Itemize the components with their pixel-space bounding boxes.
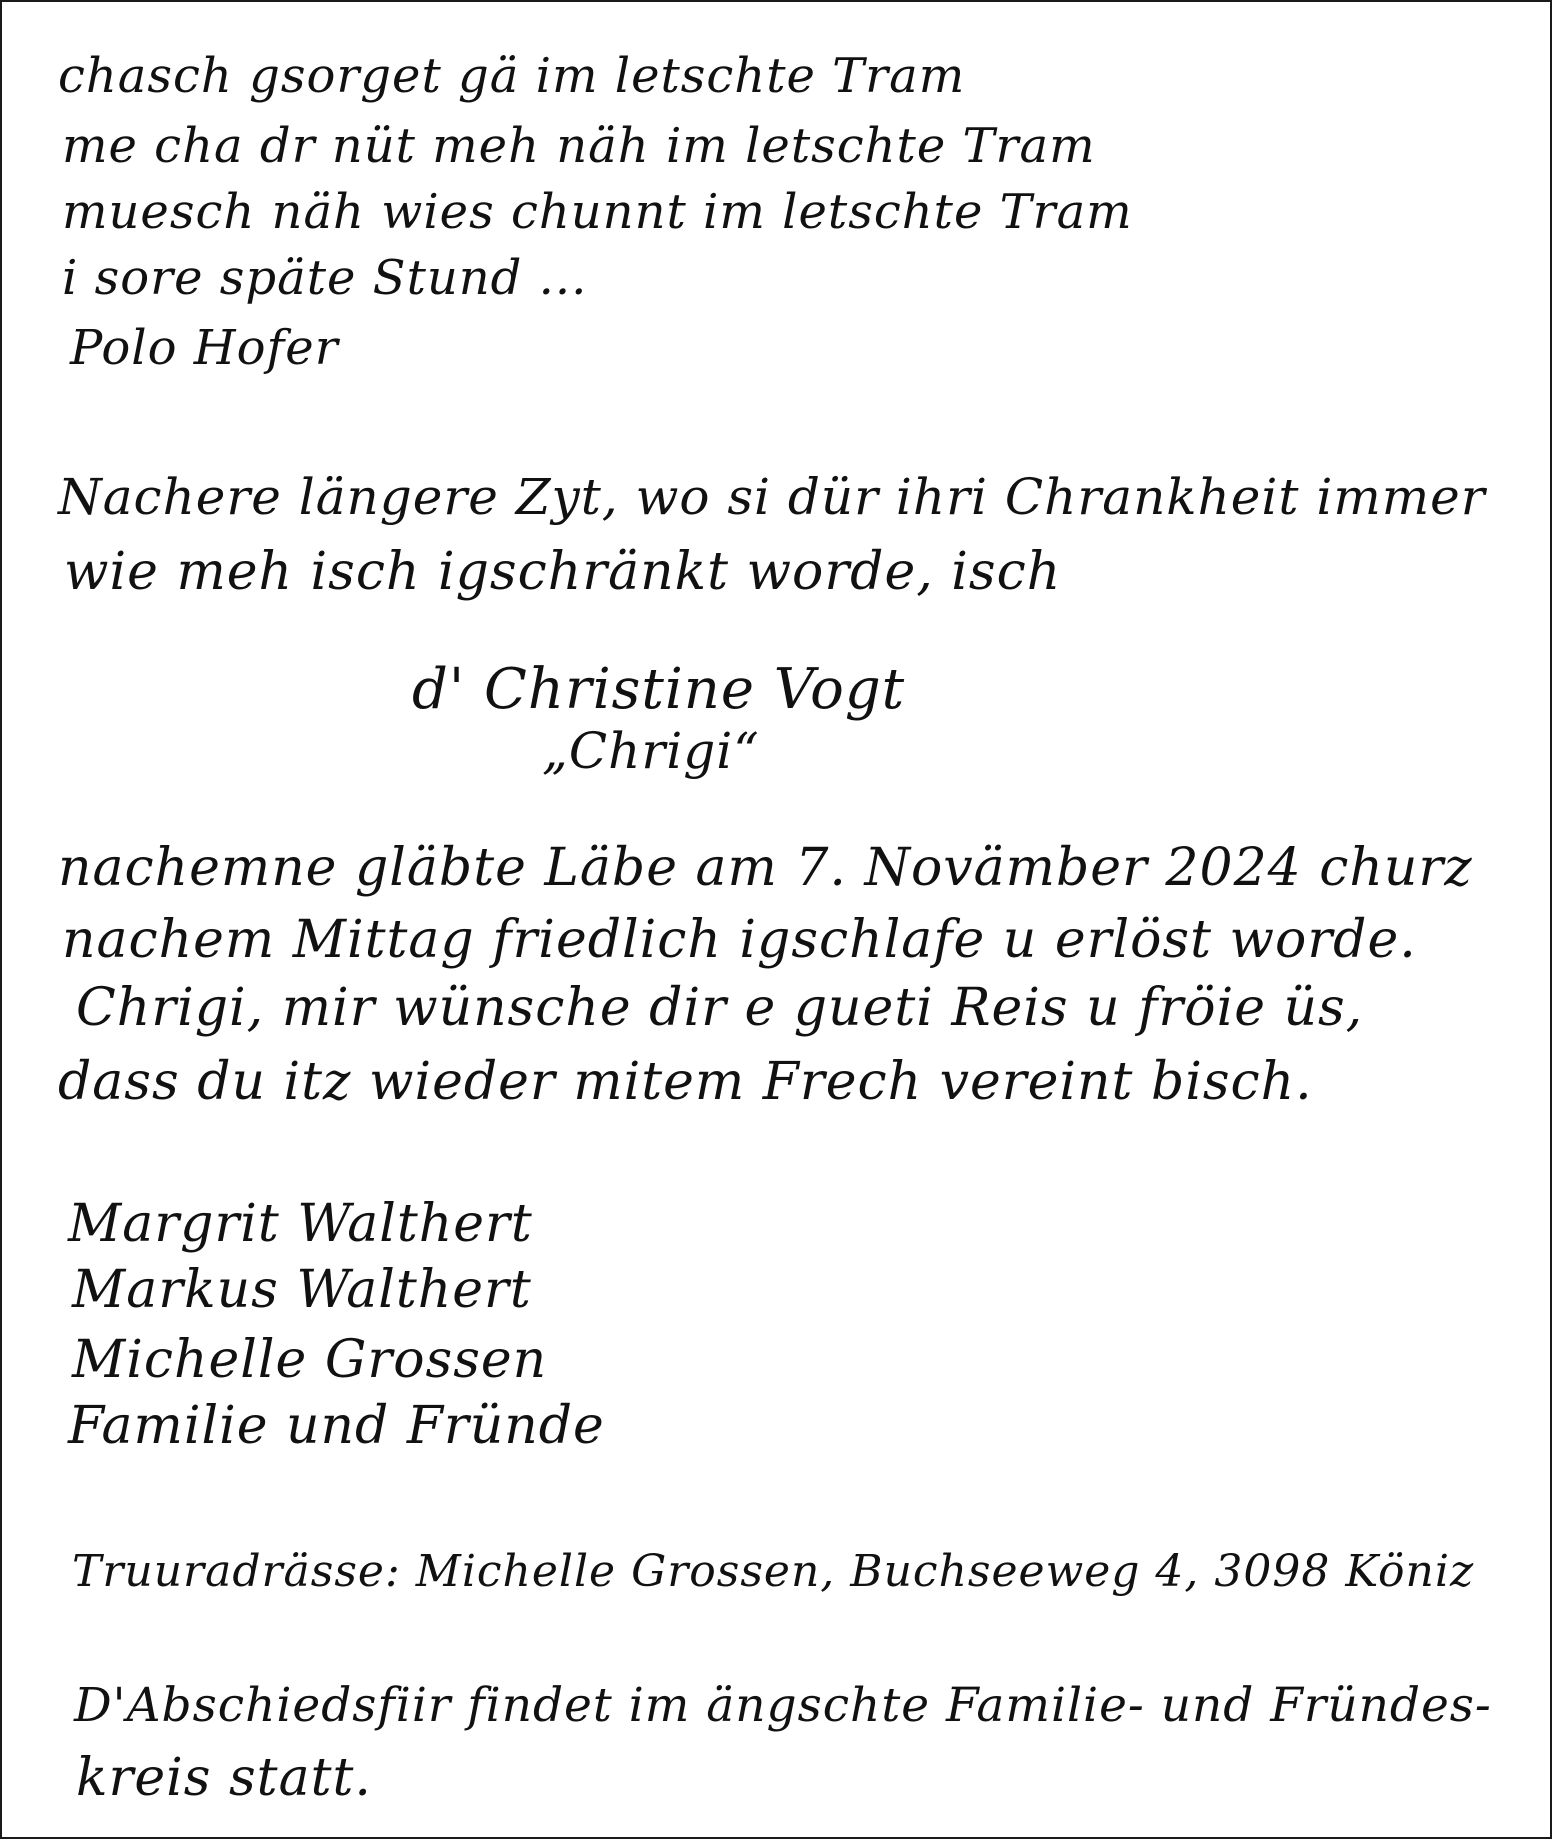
signer-name: Markus Walthert [72,1260,532,1320]
mourning-address: Truuradrässe: Michelle Grossen, Buchseeweg 4, 3098 Köniz [72,1546,1475,1597]
deceased-name: d' Christine Vogt [412,657,906,722]
poem-line: i sore späte Stund ... [62,250,588,306]
message-line: Chrigi, mir wünsche dir e gueti Reis u fröie üs, [76,978,1364,1038]
poem-line: chasch gsorget gä im letschte Tram [58,48,966,104]
farewell-line: kreis statt. [76,1748,372,1808]
poem-author: Polo Hofer [70,320,339,376]
signer-name: Michelle Grossen [72,1330,548,1390]
message-line: nachem Mittag friedlich igschlafe u erlöst worde. [62,910,1417,970]
poem-line: muesch näh wies chunnt im letschte Tram [62,184,1133,240]
signer-family: Familie und Fründe [68,1396,605,1456]
message-line: dass du itz wieder mitem Frech vereint bisch. [58,1052,1313,1112]
intro-line: wie meh isch igschränkt worde, isch [64,542,1062,602]
intro-line: Nachere längere Zyt, wo si dür ihri Chrankheit immer [58,468,1486,526]
message-line: nachemne gläbte Läbe am 7. Novämber 2024 churz [58,838,1473,898]
poem-line: me cha dr nüt meh näh im letschte Tram [62,118,1096,174]
signer-name: Margrit Walthert [68,1194,533,1254]
deceased-nickname: „Chrigi“ [542,722,760,780]
farewell-line: D'Abschiedsfiir findet im ängschte Familie- und Fründes- [74,1678,1492,1733]
